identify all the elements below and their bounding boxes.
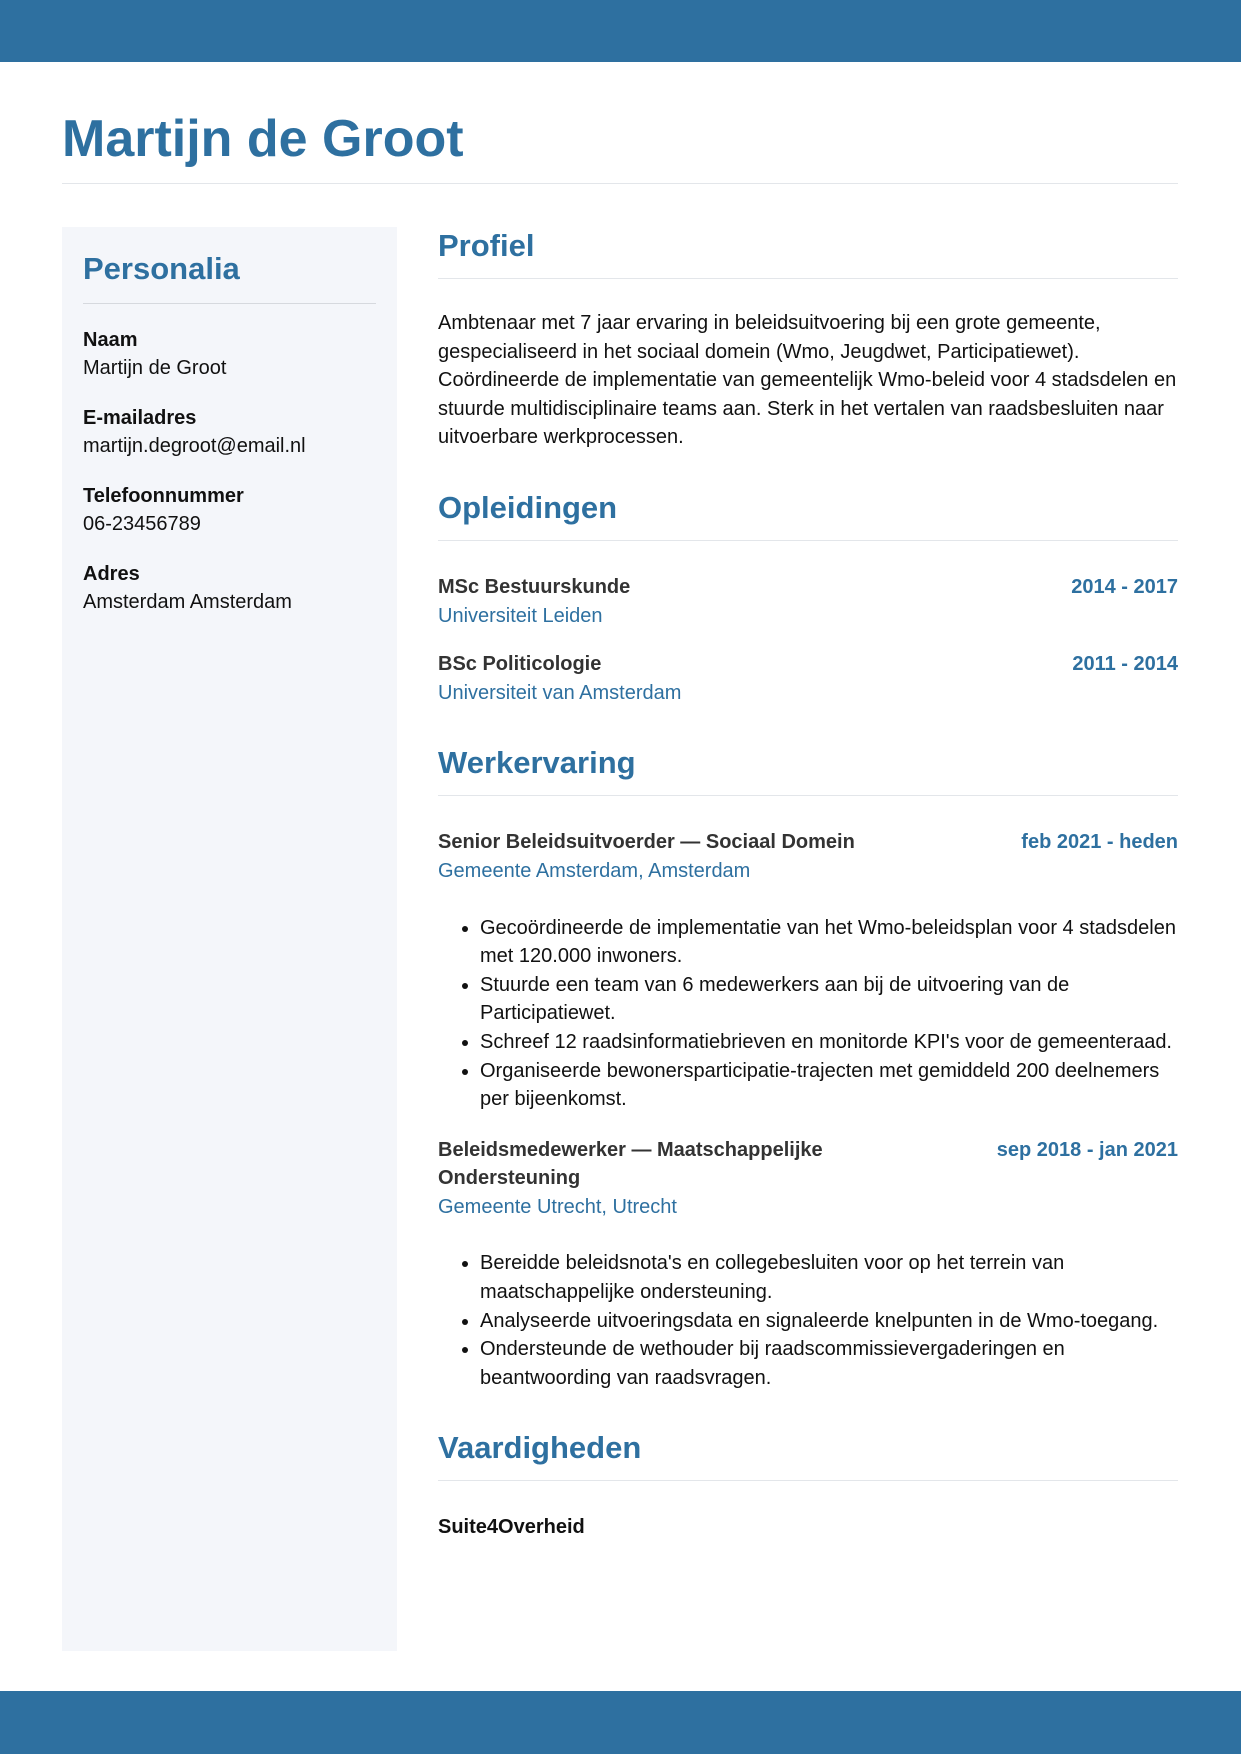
candidate-name: Martijn de Groot: [62, 110, 464, 168]
bullet-item: • Analyseerde uitvoeringsdata en signaleerde knelpunten in de Wmo-toegang.: [480, 1307, 1178, 1336]
skill-item: Suite4Overheid: [438, 1516, 585, 1539]
field-naam: [83, 326, 376, 382]
field-value: martijn.degroot@email.nl: [83, 435, 306, 457]
education-entry: [438, 650, 1178, 707]
field-label: Telefoonnummer: [83, 485, 244, 507]
job-bullets: [438, 1249, 1178, 1392]
bullet-item: • Organiseerde bewonersparticipatie-trajecten met gemiddeld 200 deelnemers per bijeenkomst.: [480, 1057, 1178, 1114]
skills-section: [438, 1426, 1178, 1541]
field-value: Martijn de Groot: [83, 357, 227, 379]
bullet-item: • Stuurde een team van 6 medewerkers aan bij de uitvoering van de Participatiewet.: [480, 971, 1178, 1028]
school-name: Universiteit van Amsterdam: [438, 681, 682, 704]
header-band: [0, 0, 1241, 62]
employer-name: Gemeente Utrecht, Utrecht: [438, 1195, 677, 1218]
job-title: Senior Beleidsuitvoerder — Sociaal Domein: [438, 831, 855, 854]
bullet-item: • Schreef 12 raadsinformatiebrieven en monitorde KPI's voor de gemeenteraad.: [480, 1028, 1178, 1057]
field-value: 06-23456789: [83, 513, 201, 535]
field-label: E-mailadres: [83, 407, 197, 429]
title-divider: [62, 183, 1178, 184]
degree-title: BSc Politicologie: [438, 653, 602, 676]
degree-title: MSc Bestuurskunde: [438, 575, 631, 598]
profile-text: Ambtenaar met 7 jaar ervaring in beleidsuitvoering bij een grote gemeente, gespecialiseerd in het sociaal domein (Wmo, Jeugdwet, Participatiewet). Coördineerde de implementatie van gemeentelijk Wmo-beleid voor 4 stadsdelen en stuurde multidisciplinaire teams aan. Sterk in het vertalen van raadsbesluiten naar uitvoerbare werkprocessen.: [438, 312, 1177, 449]
education-dates: 2011 - 2014: [1072, 653, 1178, 676]
sidebar-title: Personalia: [83, 249, 376, 304]
education-list: [438, 573, 1178, 707]
personal-info-sidebar: [62, 227, 397, 1651]
work-list: [438, 828, 1178, 1392]
field-value: Amsterdam Amsterdam: [83, 591, 292, 613]
field-label: Adres: [83, 563, 140, 585]
job-bullets: [438, 914, 1178, 1114]
work-entry: [438, 828, 1178, 1113]
field-label: Naam: [83, 329, 138, 351]
section-title-work: Werkervaring: [438, 741, 1178, 796]
footer-band: [0, 1691, 1241, 1754]
work-section: [438, 741, 1178, 1392]
bullet-item: • Ondersteunde de wethouder bij raadscommissievergaderingen en beantwoording van raadsvragen.: [480, 1335, 1178, 1392]
profile-section: [438, 224, 1178, 452]
bullet-item: • Gecoördineerde de implementatie van het Wmo-beleidsplan voor 4 stadsdelen met 120.000 inwoners.: [480, 914, 1178, 971]
field-address: [83, 560, 376, 616]
section-title-education: Opleidingen: [438, 486, 1178, 541]
education-entry: [438, 573, 1178, 630]
section-title-profile: Profiel: [438, 224, 1178, 279]
bullet-item: • Bereidde beleidsnota's en collegebesluiten voor op het terrein van maatschappelijke ondersteuning.: [480, 1249, 1178, 1306]
field-email: [83, 404, 376, 460]
job-dates: sep 2018 - jan 2021: [996, 1138, 1178, 1161]
section-title-skills: Vaardigheden: [438, 1426, 1178, 1481]
field-phone: [83, 482, 376, 538]
job-title: Beleidsmedewerker — Maatschappelijke Ondersteuning: [438, 1138, 823, 1190]
main-content: [438, 224, 1178, 1541]
education-dates: 2014 - 2017: [1071, 575, 1178, 598]
school-name: Universiteit Leiden: [438, 604, 603, 627]
employer-name: Gemeente Amsterdam, Amsterdam: [438, 859, 751, 882]
education-section: [438, 486, 1178, 707]
job-dates: feb 2021 - heden: [1021, 831, 1178, 854]
work-entry: [438, 1136, 1178, 1393]
